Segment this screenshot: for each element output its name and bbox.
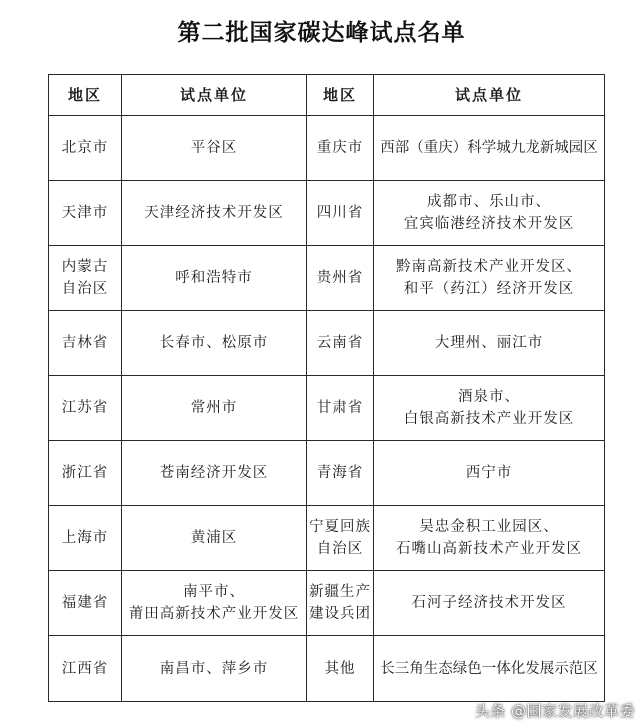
cell-unit-left [122,506,307,571]
cell-text: 江苏省 [61,400,109,416]
cell-text: 南平市、 [183,584,245,600]
cell-text: 平谷区 [190,140,238,156]
cell-text: 吉林省 [61,335,109,351]
cell-text: 酒泉市、 [458,389,520,405]
table-row [49,441,605,506]
cell-text: 石河子经济技术开发区 [411,595,567,611]
cell-text: 西宁市 [465,465,513,481]
cell-text: 吴忠金积工业园区、 [419,519,559,535]
cell-text: 新疆生产 [309,584,371,600]
cell-text: 黄浦区 [190,530,238,546]
header-region-left: 地区 [49,75,122,116]
cell-unit-right [374,181,605,246]
cell-region-right [307,571,374,636]
cell-unit-left [122,376,307,441]
cell-text: 四川省 [316,205,364,221]
source-watermark: 头条 @国家发展改革委 [474,702,635,720]
cell-text: 建设兵团 [309,606,371,622]
cell-region-right [307,441,374,506]
cell-unit-left [122,636,307,702]
table-row [49,116,605,181]
cell-text: 石嘴山高新技术产业开发区 [396,541,582,557]
cell-text: 甘肃省 [316,400,364,416]
cell-text: 其他 [324,660,356,677]
cell-text: 南昌市、萍乡市 [159,660,269,677]
cell-text: 白银高新技术产业开发区 [403,411,575,427]
cell-unit-left [122,571,307,636]
header-region-right: 地区 [307,75,374,116]
cell-unit-left [122,441,307,506]
cell-text: 云南省 [316,335,364,351]
cell-text: 重庆市 [316,140,364,156]
cell-unit-right [374,636,605,702]
cell-unit-right [374,441,605,506]
cell-region-left [49,636,122,702]
table-body [49,116,605,702]
cell-text: 长三角生态绿色一体化发展示范区 [380,660,598,677]
cell-text: 江西省 [61,660,109,677]
cell-region-right [307,116,374,181]
cell-unit-right [374,311,605,376]
cell-text: 天津市 [61,205,109,221]
cell-text: 宜宾临港经济技术开发区 [403,216,575,232]
table-row [49,376,605,441]
cell-text: 福建省 [61,595,109,611]
cell-region-right [307,181,374,246]
cell-region-right [307,311,374,376]
cell-unit-left [122,116,307,181]
cell-region-left [49,181,122,246]
cell-text: 和平（药江）经济开发区 [403,281,575,297]
cell-region-left [49,311,122,376]
cell-region-left [49,441,122,506]
table-row [49,506,605,571]
cell-unit-left [122,181,307,246]
cell-text: 浙江省 [61,465,109,481]
cell-text: 宁夏回族 [309,519,371,535]
table-row [49,311,605,376]
cell-region-right [307,506,374,571]
cell-text: 上海市 [61,530,109,546]
cell-text: 成都市、乐山市、 [427,194,551,210]
cell-text: 自治区 [61,281,109,297]
cell-text: 贵州省 [316,270,364,286]
cell-text: 天津经济技术开发区 [144,205,284,221]
cell-region-right [307,246,374,311]
cell-text: 苍南经济开发区 [159,465,269,481]
pilot-list-table [48,74,605,702]
cell-region-left [49,571,122,636]
cell-region-left [49,376,122,441]
cell-text: 黔南高新技术产业开发区、 [396,259,582,275]
cell-region-left [49,116,122,181]
cell-unit-left [122,246,307,311]
cell-text: 呼和浩特市 [175,270,253,286]
cell-region-left [49,246,122,311]
page-title: 第二批国家碳达峰试点名单 [177,19,466,46]
header-unit-left: 试点单位 [122,75,307,116]
cell-text: 常州市 [190,400,238,416]
table-row [49,181,605,246]
cell-text: 西部（重庆）科学城九龙新城园区 [380,140,598,156]
cell-unit-right [374,376,605,441]
table-header-row [49,75,605,116]
cell-unit-right [374,246,605,311]
cell-unit-right [374,506,605,571]
cell-region-left [49,506,122,571]
cell-unit-left [122,311,307,376]
cell-text: 莆田高新技术产业开发区 [128,606,300,622]
header-unit-right: 试点单位 [374,75,605,116]
cell-text: 青海省 [316,465,364,481]
cell-region-right [307,376,374,441]
cell-unit-right [374,571,605,636]
cell-text: 大理州、丽江市 [434,335,544,351]
table-row [49,571,605,636]
cell-unit-right [374,116,605,181]
table-row [49,246,605,311]
cell-text: 自治区 [316,541,364,557]
cell-text: 长春市、松原市 [159,335,269,351]
cell-text: 内蒙古 [61,259,109,275]
table-row [49,636,605,702]
cell-region-right [307,636,374,702]
cell-text: 北京市 [61,140,109,156]
